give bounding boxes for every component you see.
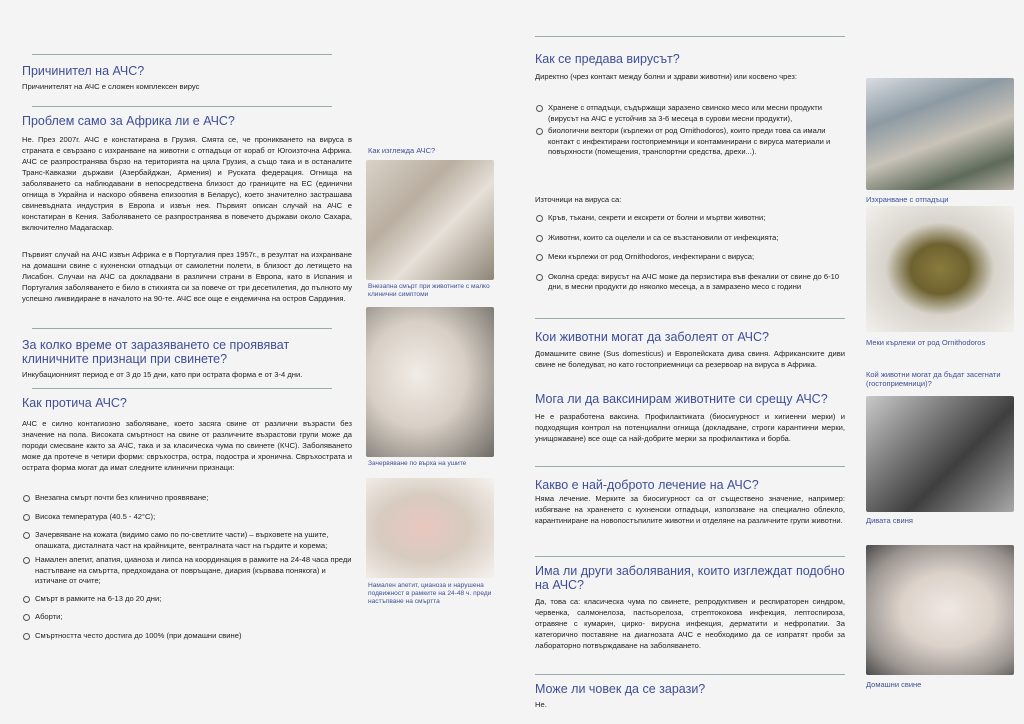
- heading-susceptible-animals: Кои животни могат да заболеят от АЧС?: [535, 330, 769, 344]
- causative-agent-text: Причинителят на АЧС е сложен комплексен вирус: [22, 82, 200, 91]
- photo-wild-boar: [866, 396, 1014, 512]
- heading-vaccination: Мога ли да ваксинирам животните си срещу АЧС?: [535, 392, 828, 406]
- right-column: [535, 0, 845, 724]
- list-item: Смъртността често достига до 100% (при домашни свине): [22, 631, 352, 642]
- list-item: Животни, които са оцелели и са се възстановили от инфекцията;: [535, 233, 845, 244]
- transmission-text: Директно (чрез контакт между болни и здрави животни) или косвено чрез:: [535, 72, 797, 81]
- heading-course: Как протича АЧС?: [22, 396, 127, 410]
- incubation-text: Инкубационният период е от 3 до 15 дни, като при острата форма е от 3-4 дни.: [22, 370, 303, 379]
- list-item: биологични вектори (кърлежи от род Ornithodoros), които преди това са имали контакт с инфектирани гостоприемници и контаминирани с вируса материали и повърхности (помещения, транспортни средства, дрехи...).: [535, 126, 845, 158]
- list-item: Хранене с отпадъци, съдържащи заразено свинско месо или месни продукти (вирусът на АЧС е устойчив за 3-6 месеца в сурови месни продукти),: [535, 103, 845, 124]
- hosts-title: Кой животни могат да бъдат засегнати (гостоприемници)?: [866, 370, 1001, 388]
- divider: [535, 466, 845, 467]
- course-text: АЧС е силно контагиозно заболяване, което засяга свине от различни възрасти без значение на пола. Високата смъртност на свине от различните възрастови групи може да породи смесване както за АЧС, така и за класическа чума по свинете (КЧС). Заболяването може да протече в четири форми: свръхостра, остра, подостра и хронична. Свръхострата и острата форма могат да имат следните клинични признаци:: [22, 419, 352, 472]
- symptom-list: [22, 493, 352, 641]
- transmission-list: [535, 103, 845, 158]
- photo-waste-feeding: [866, 78, 1014, 190]
- photo-domestic-pig: [866, 545, 1014, 675]
- list-item: Аборти;: [22, 612, 352, 623]
- photo-caption: Дивата свиня: [866, 516, 913, 525]
- virus-sources-list: [535, 213, 845, 293]
- list-item: Кръв, тъкани, секрети и екскрети от болни и мъртви животни;: [535, 213, 845, 224]
- africa-text-1: Не. През 2007г. АЧС е констатирана в Грузия. Смята се, че проникването на вируса в страната е свързано с изхранване на животни с отпадъци от кораб от Югоизточна Африка. АЧС се разпространява бързо на територията на цяла Грузия, а също така и в останалите Транс-Кавказки държави (Азербайджан, Армения) и Руската федерация. Огнища на заболяването са наблюдавани в непосредствена близост до границите на ЕС (единични огнища в Украйна и наскоро обявена епизоотия в Беларус), което значително застрашава свиневъдната индустрия в Европа и извън нея. Първият описан случай на АЧС е констатиран в Кения. Заболяването се разпространява в повечето държави около Сахара, включително Мадагаскар.: [22, 135, 352, 232]
- photo-dead-pigs: [366, 160, 494, 280]
- photo-column-right: [866, 0, 1016, 724]
- photo-caption: Изхранване с отпадъци: [866, 195, 949, 204]
- photo-caption: Зачервяване по върха на ушите: [368, 460, 467, 467]
- human-infection-text: Не.: [535, 700, 547, 709]
- divider: [32, 388, 332, 389]
- list-item: Околна среда: вирусът на АЧС може да перзистира във фекалии от свине до 6-10 дни, в месни продукти до няколко месеца, а в замразено месо с години: [535, 272, 845, 293]
- divider: [32, 106, 332, 107]
- heading-causative-agent: Причинител на АЧС?: [22, 64, 145, 78]
- photo-section-title: Как изглежда АЧС?: [368, 146, 436, 155]
- heading-treatment: Какво е най-доброто лечение на АЧС?: [535, 478, 759, 492]
- treatment-text: Няма лечение. Мерките за биосигурност са от съществено значение, например: избягване на храненето с кухненски отпадъци, използване на специално облекло, карантиниране на новопостъпилите животни и отделяне на различните групи животни.: [535, 494, 845, 525]
- list-item: Намален апетит, апатия, цианоза и липса на координация в рамките на 24-48 часа преди настъпване на смъртта, предхождана от повръщане, диария (кървава понякога) и изтичане от очите;: [22, 555, 352, 587]
- heading-transmission: Как се предава вирусът?: [535, 52, 680, 66]
- list-item: Зачервяване на кожата (видимо само по по-светлите части) – върховете на ушите, опашката, дисталната част на крайниците, вентралната част на гърдите и корема;: [22, 530, 352, 551]
- photo-column-left: [366, 0, 498, 724]
- africa-text-2: Първият случай на АЧС извън Африка е в Португалия през 1957г., в резултат на изхранване на домашни свине с кухненски отпадъци от самолетни полети, в близост до летището на Лисабон. Случаи на АЧС са докладвани в различни страни в Европа, като в Испания и Португалия заболяването е било в стихията си за повече от три десетилетия, до пълното му успешно ликвидиране в началото на 90-те. АЧС все още е ендемична на остров Сардиния.: [22, 250, 352, 303]
- photo-caption: Меки кърлежи от род Ornithodoros: [866, 338, 986, 347]
- list-item: Меки кърлежи от род Ornithodoros, инфектирани с вируса;: [535, 252, 845, 263]
- heading-africa-only: Проблем само за Африка ли е АЧС?: [22, 114, 235, 128]
- left-column: [22, 0, 352, 724]
- similar-diseases-text: Да, това са: класическа чума по свинете, репродуктивен и респираторен синдром, червенка, салмонелоза, пастьорелоза, стрептококова инфекция, лептоспироза, отравяне с кумарин, цирко- вирусна инфекция, дерматити и нефропатии. За категорично поставяне на диагнозата АЧС е необходимо да се изпратят проби за лабораторно потвърждаване на заболяването.: [535, 597, 845, 650]
- divider: [535, 556, 845, 557]
- divider: [535, 674, 845, 675]
- photo-caption: Внезапна смърт при животните с малко клинични симптоми: [368, 283, 490, 298]
- vaccination-text: Не е разработена ваксина. Профилактиката (биосигурност и хигиенни мерки) и подходящия контрол на потенциални огнища (докладване, строги карантинни мерки, унищожаване) все още са най-добрите мерки за профилактика и борба.: [535, 412, 845, 443]
- list-item: Внезапна смърт почти без клинично проявяване;: [22, 493, 352, 504]
- list-item: Висока температура (40.5 - 42°C);: [22, 512, 352, 523]
- photo-caption: Намален апетит, цианоза и нарушена подвижност в рамките на 24-48 ч. преди настъпване на смъртта: [368, 582, 492, 605]
- heading-incubation: За колко време от заразяването се проявяват клиничните признаци при свинете?: [22, 338, 290, 366]
- list-item: Смърт в рамките на 6-13 до 20 дни;: [22, 594, 352, 605]
- divider: [535, 36, 845, 37]
- heading-human-infection: Може ли човек да се зарази?: [535, 682, 706, 696]
- photo-caption: Домашни свине: [866, 680, 922, 689]
- divider: [32, 328, 332, 329]
- divider: [32, 54, 332, 55]
- virus-sources-label: Източници на вируса са:: [535, 195, 622, 204]
- photo-cyanosis: [366, 478, 494, 578]
- susceptible-animals-text: Домашните свине (Sus domesticus) и Европейската дива свиня. Африканските диви свине не боледуват, но като гостоприемници са резервоар на вируса в Африка.: [535, 349, 845, 369]
- photo-soft-tick: [866, 206, 1014, 332]
- divider: [535, 318, 845, 319]
- photo-ear-redness: [366, 307, 494, 457]
- heading-similar-diseases: Има ли други заболявания, които изглеждат подобно на АЧС?: [535, 564, 845, 592]
